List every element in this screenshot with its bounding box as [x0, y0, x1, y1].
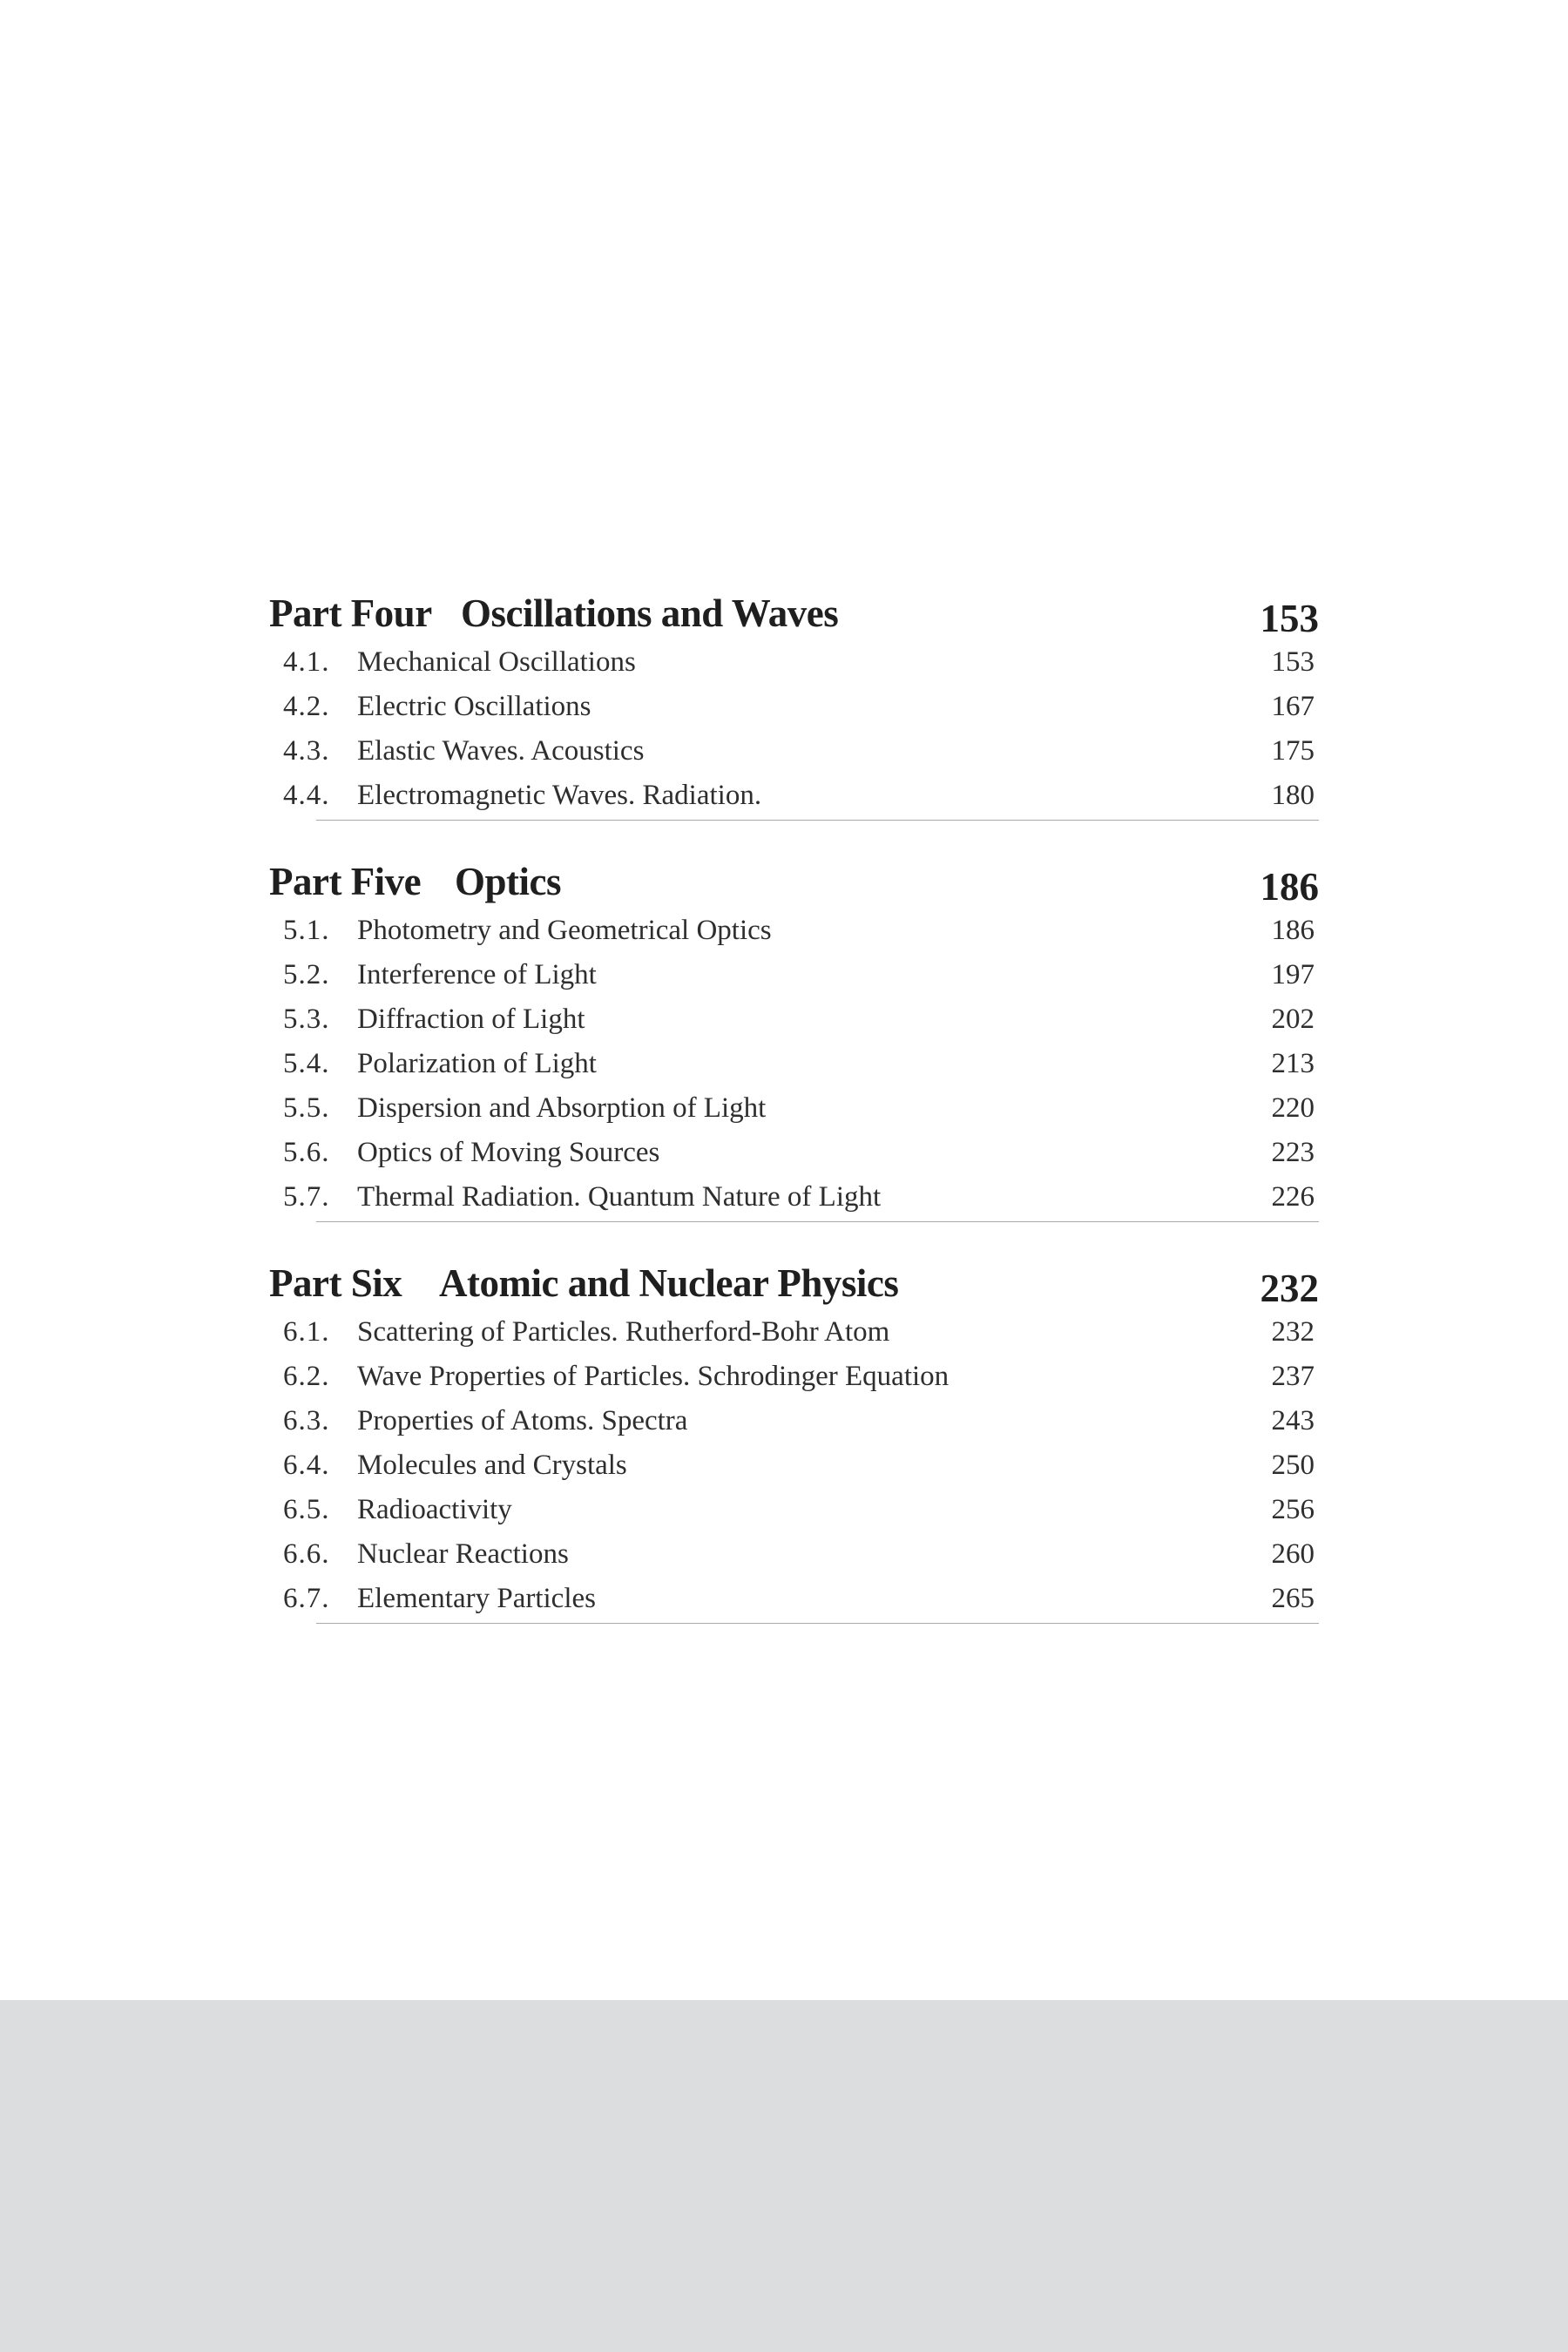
toc-part-six — [269, 1252, 1319, 1624]
chapter-number: 4.1. — [283, 646, 330, 678]
section-divider — [316, 1623, 1319, 1624]
section-divider — [316, 1221, 1319, 1222]
chapter-title: Interference of Light — [357, 959, 597, 990]
toc-entry[interactable] — [269, 1574, 1319, 1619]
part-page-number: 186 — [1260, 865, 1319, 909]
toc-entry[interactable] — [269, 1530, 1319, 1574]
toc-entry[interactable] — [269, 727, 1319, 771]
chapter-number: 5.1. — [283, 915, 330, 946]
chapter-title: Polarization of Light — [357, 1048, 597, 1079]
chapter-title: Properties of Atoms. Spectra — [357, 1405, 688, 1436]
toc-entry[interactable] — [269, 1173, 1319, 1217]
part-label: Part Four — [269, 591, 432, 635]
chapter-number: 5.2. — [283, 959, 330, 990]
chapter-page-number: 260 — [1271, 1538, 1315, 1570]
toc-entry[interactable] — [269, 950, 1319, 995]
chapter-number: 6.3. — [283, 1405, 330, 1436]
toc-entry[interactable] — [269, 1441, 1319, 1485]
part-heading[interactable] — [269, 1252, 1319, 1308]
chapter-page-number: 153 — [1271, 646, 1315, 678]
chapter-number: 6.1. — [283, 1316, 330, 1348]
chapter-page-number: 202 — [1271, 1004, 1315, 1035]
chapter-page-number: 256 — [1271, 1494, 1315, 1525]
chapter-number: 6.5. — [283, 1494, 330, 1525]
chapter-title: Elementary Particles — [357, 1583, 596, 1614]
chapter-title: Elastic Waves. Acoustics — [357, 735, 645, 767]
chapter-title: Optics of Moving Sources — [357, 1137, 660, 1168]
part-label: Part Five — [269, 860, 422, 903]
chapter-number: 6.6. — [283, 1538, 330, 1570]
toc-entry[interactable] — [269, 1128, 1319, 1173]
chapter-page-number: 213 — [1271, 1048, 1315, 1079]
chapter-title: Molecules and Crystals — [357, 1450, 627, 1481]
chapter-title: Wave Properties of Particles. Schrodinger Equation — [357, 1361, 950, 1392]
chapter-list — [269, 1308, 1319, 1619]
chapter-page-number: 175 — [1271, 735, 1315, 767]
chapter-page-number: 186 — [1271, 915, 1315, 946]
toc-entry[interactable] — [269, 995, 1319, 1039]
toc-entry[interactable] — [269, 682, 1319, 727]
chapter-list — [269, 906, 1319, 1217]
section-divider — [316, 820, 1319, 821]
chapter-number: 4.4. — [283, 780, 330, 811]
part-page-number: 153 — [1260, 597, 1319, 640]
chapter-title: Electric Oscillations — [357, 691, 591, 722]
chapter-number: 4.2. — [283, 691, 330, 722]
chapter-number: 5.3. — [283, 1004, 330, 1035]
chapter-title: Electromagnetic Waves. Radiation. — [357, 780, 762, 811]
chapter-title: Nuclear Reactions — [357, 1538, 569, 1570]
toc-entry[interactable] — [269, 1396, 1319, 1441]
toc-entry[interactable] — [269, 771, 1319, 815]
toc-part-four — [269, 582, 1319, 821]
chapter-page-number: 197 — [1271, 959, 1315, 990]
toc-entry[interactable] — [269, 1308, 1319, 1352]
chapter-list — [269, 638, 1319, 815]
chapter-title: Thermal Radiation. Quantum Nature of Light — [357, 1181, 882, 1213]
chapter-title: Mechanical Oscillations — [357, 646, 636, 678]
chapter-number: 6.2. — [283, 1361, 330, 1392]
chapter-title: Photometry and Geometrical Optics — [357, 915, 772, 946]
toc-entry[interactable] — [269, 1485, 1319, 1530]
chapter-title: Scattering of Particles. Rutherford-Bohr Atom — [357, 1316, 890, 1348]
chapter-number: 5.7. — [283, 1181, 330, 1213]
toc-part-five — [269, 850, 1319, 1222]
part-title: Optics — [455, 860, 562, 903]
chapter-page-number: 226 — [1271, 1181, 1315, 1213]
chapter-number: 6.4. — [283, 1450, 330, 1481]
part-page-number: 232 — [1260, 1267, 1319, 1310]
chapter-page-number: 232 — [1271, 1316, 1315, 1348]
chapter-page-number: 265 — [1271, 1583, 1315, 1614]
table-of-contents — [269, 582, 1319, 1624]
chapter-number: 5.6. — [283, 1137, 330, 1168]
toc-entry[interactable] — [269, 1084, 1319, 1128]
chapter-page-number: 243 — [1271, 1405, 1315, 1436]
part-title: Atomic and Nuclear Physics — [439, 1261, 899, 1305]
chapter-title: Dispersion and Absorption of Light — [357, 1092, 767, 1124]
chapter-page-number: 167 — [1271, 691, 1315, 722]
chapter-title: Radioactivity — [357, 1494, 512, 1525]
part-label: Part Six — [269, 1261, 402, 1305]
chapter-title: Diffraction of Light — [357, 1004, 585, 1035]
bottom-margin-band — [0, 2000, 1568, 2352]
chapter-number: 4.3. — [283, 735, 330, 767]
chapter-page-number: 180 — [1271, 780, 1315, 811]
chapter-page-number: 223 — [1271, 1137, 1315, 1168]
part-heading[interactable] — [269, 582, 1319, 638]
toc-entry[interactable] — [269, 638, 1319, 682]
part-title: Oscillations and Waves — [461, 591, 839, 635]
chapter-page-number: 237 — [1271, 1361, 1315, 1392]
toc-entry[interactable] — [269, 906, 1319, 950]
part-heading[interactable] — [269, 850, 1319, 909]
toc-entry[interactable] — [269, 1039, 1319, 1084]
chapter-number: 5.5. — [283, 1092, 330, 1124]
chapter-page-number: 220 — [1271, 1092, 1315, 1124]
chapter-page-number: 250 — [1271, 1450, 1315, 1481]
chapter-number: 5.4. — [283, 1048, 330, 1079]
toc-entry[interactable] — [269, 1352, 1319, 1396]
chapter-number: 6.7. — [283, 1583, 330, 1614]
